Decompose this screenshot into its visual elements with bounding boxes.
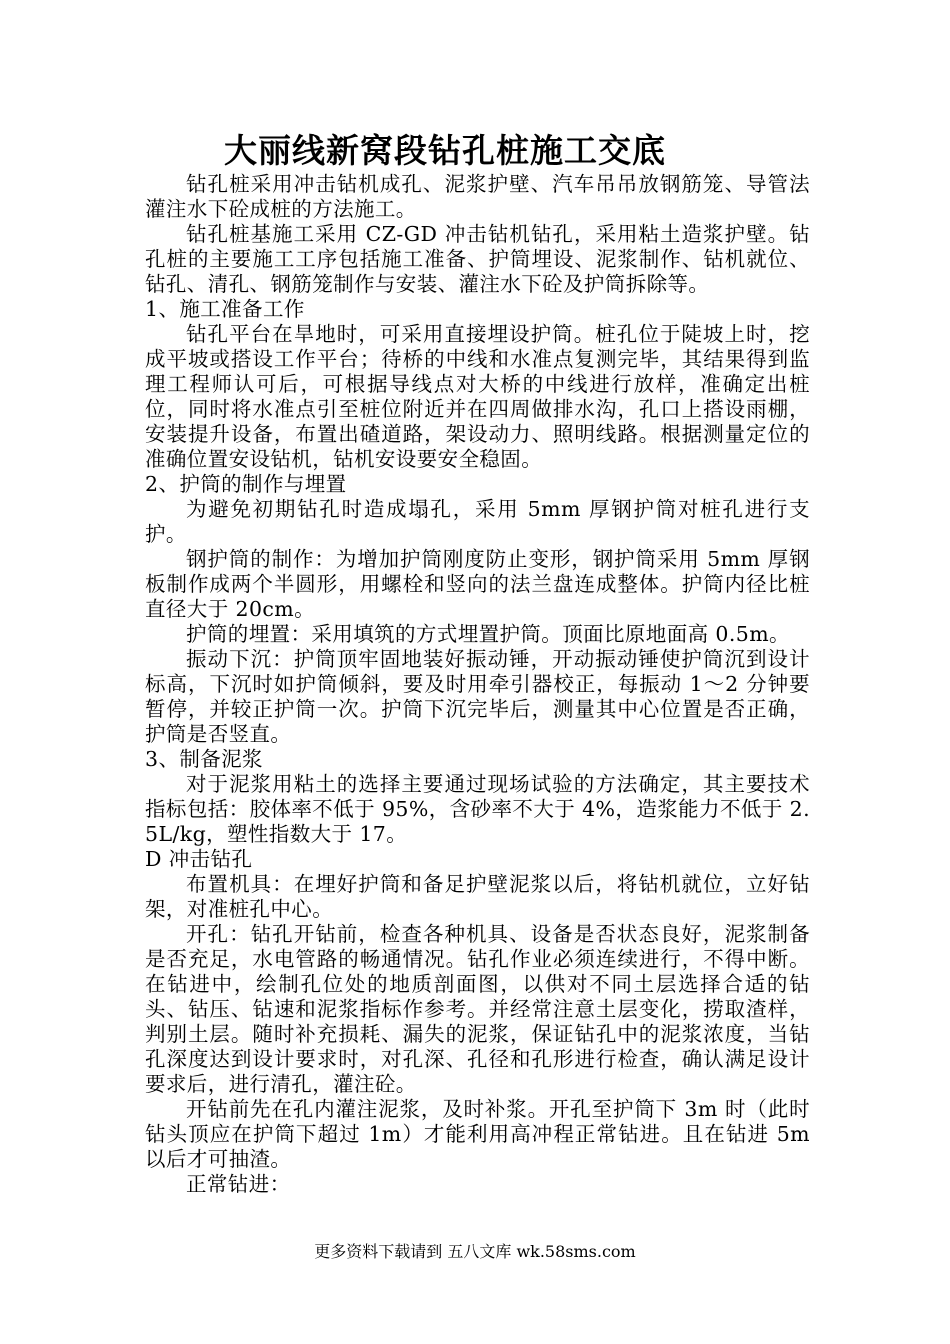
paragraph: 钢护筒的制作：为增加护筒刚度防止变形，钢护筒采用 5mm 厚钢板制作成两个半圆形，用螺栓和竖向的法兰盘连成整体。护筒内径比桩直径大于 20cm。: [145, 547, 810, 621]
paragraph: 正常钻进：: [186, 1172, 291, 1196]
paragraph: 护筒的埋置：采用填筑的方式埋置护筒。顶面比原地面高 0.5m。: [186, 622, 790, 646]
paragraph: 开孔：钻孔开钻前，检查各种机具、设备是否状态良好，泥浆制备是否充足，水电管路的畅通情况。钻孔作业必须连续进行，不得中断。在钻进中，绘制孔位处的地质剖面图，以供对不同土层选择合适的钻头、钻压、钻速和泥浆指标作参考。并经常注意土层变化，捞取渣样，判别土层。随时补充损耗、漏失的泥浆，保证钻孔中的泥浆浓度，当钻孔深度达到设计要求时，对孔深、孔径和孔形进行检查，确认满足设计要求后，进行清孔，灌注砼。: [145, 922, 810, 1096]
section-heading: 2、护筒的制作与埋置: [145, 472, 347, 496]
section-heading: 1、施工准备工作: [145, 297, 305, 321]
paragraph: 钻孔桩采用冲击钻机成孔、泥浆护壁、汽车吊吊放钢筋笼、导管法灌注水下砼成桩的方法施工。: [145, 172, 810, 221]
section-heading: 3、制备泥浆: [145, 747, 263, 771]
section-heading: D 冲击钻孔: [145, 847, 253, 871]
document-title: 大丽线新窝段钻孔桩施工交底: [224, 131, 666, 170]
paragraph: 布置机具：在埋好护筒和备足护壁泥浆以后，将钻机就位，立好钻架，对准桩孔中心。: [145, 872, 810, 921]
document-body: [145, 172, 810, 1197]
page-footer: 更多资料下载请到 五八文库 wk.58sms.com: [314, 1242, 636, 1261]
paragraph: 钻孔平台在旱地时，可采用直接埋设护筒。桩孔位于陡坡上时，挖成平坡或搭设工作平台；待桥的中线和水准点复测完毕，其结果得到监理工程师认可后，可根据导线点对大桥的中线进行放样，准确定出桩位，同时将水准点引至桩位附近并在四周做排水沟，孔口上搭设雨棚，安装提升设备，布置出碴道路，架设动力、照明线路。根据测量定位的准确位置安设钻机，钻机安设要安全稳固。: [145, 322, 810, 471]
paragraph: 钻孔桩基施工采用 CZ-GD 冲击钻机钻孔，采用粘土造浆护壁。钻孔桩的主要施工工序包括施工准备、护筒埋设、泥浆制作、钻机就位、钻孔、清孔、钢筋笼制作与安装、灌注水下砼及护筒拆除等。: [145, 222, 810, 296]
paragraph: 开钻前先在孔内灌注泥浆，及时补浆。开孔至护筒下 3m 时（此时钻头顶应在护筒下超过 1m）才能利用高冲程正常钻进。且在钻进 5m 以后才可抽渣。: [145, 1097, 810, 1171]
paragraph: 振动下沉：护筒顶牢固地装好振动锤，开动振动锤使护筒沉到设计标高，下沉时如护筒倾斜，要及时用牵引器校正，每振动 1～2 分钟要暂停，并较正护筒一次。护筒下沉完毕后，测量其中心位置是否正确，护筒是否竖直。: [145, 647, 810, 746]
paragraph: 对于泥浆用粘土的选择主要通过现场试验的方法确定，其主要技术指标包括：胶体率不低于 95%，含砂率不大于 4%，造浆能力不低于 2.5L/kg，塑性指数大于 17。: [145, 772, 810, 846]
paragraph: 为避免初期钻孔时造成塌孔，采用 5mm 厚钢护筒对桩孔进行支护。: [145, 497, 810, 546]
